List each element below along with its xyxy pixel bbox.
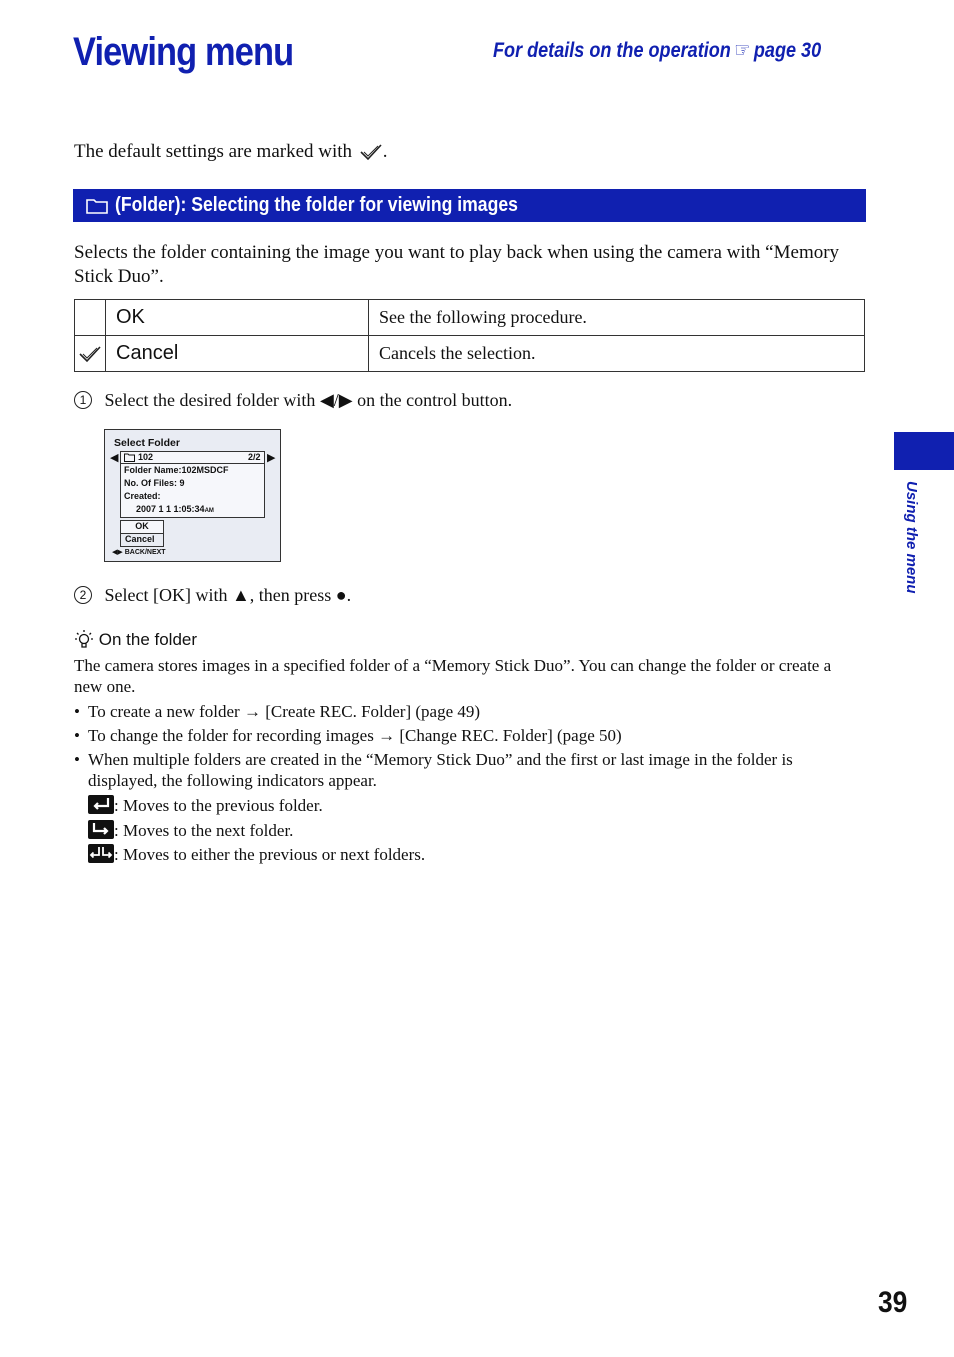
- center-button-icon: ●: [335, 585, 347, 605]
- option-description: See the following procedure.: [369, 300, 865, 336]
- default-marker-cell: [75, 300, 106, 336]
- lcd-cancel-button: Cancel: [120, 533, 164, 547]
- folder-icon: [86, 198, 106, 213]
- operation-ref-prefix: For details on the operation: [493, 39, 731, 62]
- indicator-row: : Moves to either the previous or next folders.: [88, 844, 425, 865]
- lcd-nav-hint: ◀▶ BACK/NEXT: [112, 549, 166, 556]
- option-description: Cancels the selection.: [369, 336, 865, 372]
- divider: [120, 463, 265, 464]
- lcd-ok-button: OK: [120, 520, 164, 534]
- option-name: Cancel: [106, 336, 369, 372]
- default-settings-note: The default settings are marked with .: [74, 141, 388, 162]
- table-row: [75, 300, 865, 336]
- side-tab-label: Using the menu: [903, 481, 920, 594]
- option-name: OK: [106, 300, 369, 336]
- page-number: 39: [878, 1286, 908, 1319]
- lcd-created-label: Created:: [124, 491, 161, 501]
- previous-folder-icon: [88, 795, 114, 814]
- step-number: 1: [74, 391, 92, 409]
- lcd-num-files: No. Of Files: 9: [124, 478, 185, 488]
- default-marker-cell: [75, 336, 106, 372]
- left-right-arrow-icon: ◀/▶: [319, 390, 353, 410]
- lcd-folder-name: Folder Name:102MSDCF: [124, 465, 229, 475]
- arrow-icon: →: [243, 702, 261, 721]
- lcd-title: Select Folder: [114, 437, 180, 449]
- indicator-row: : Moves to the next folder.: [88, 820, 293, 841]
- next-folder-icon: [88, 820, 114, 839]
- arrow-icon: →: [378, 726, 396, 745]
- options-table: [74, 299, 865, 372]
- lcd-right-arrow-icon: ▶: [267, 452, 276, 464]
- section-title: (Folder): Selecting the folder for viewing images: [115, 194, 518, 216]
- page-title: Viewing menu: [73, 30, 294, 74]
- default-check-icon: [359, 143, 383, 161]
- side-tab-marker: [894, 432, 954, 470]
- tip-heading: On the folder: [74, 628, 197, 650]
- operation-reference[interactable]: [493, 38, 821, 63]
- lcd-folder-icon: [124, 453, 135, 462]
- camera-lcd-screen: [104, 429, 281, 562]
- step-1: 1 Select the desired folder with ◀/▶ on the control button.: [74, 388, 512, 412]
- lcd-folder-number: 102: [138, 452, 154, 462]
- indicator-row: : Moves to the previous folder.: [88, 795, 323, 816]
- lcd-created-date: 2007 1 1 1:05:34AM: [136, 504, 214, 514]
- tip-body: The camera stores images in a specified folder of a “Memory Stick Duo”. You can change the folder or create a new one.: [74, 656, 832, 696]
- lcd-folder-page: 2/2: [248, 452, 261, 462]
- lcd-left-arrow-icon: ◀: [110, 452, 119, 464]
- section-header: [73, 189, 866, 222]
- up-arrow-icon: ▲: [231, 585, 250, 605]
- step-2: 2 Select [OK] with ▲, then press ●.: [74, 583, 351, 607]
- section-description: Selects the folder containing the image you want to play back when using the camera with “Memory Stick Duo”.: [74, 242, 840, 287]
- lightbulb-icon: [74, 628, 94, 650]
- operation-ref-page: page 30: [753, 39, 822, 62]
- pointing-hand-icon: ☞: [734, 39, 751, 62]
- step-number: 2: [74, 586, 92, 604]
- table-row: [75, 336, 865, 372]
- default-check-icon: [78, 345, 102, 363]
- prev-next-folder-icon: [88, 844, 114, 863]
